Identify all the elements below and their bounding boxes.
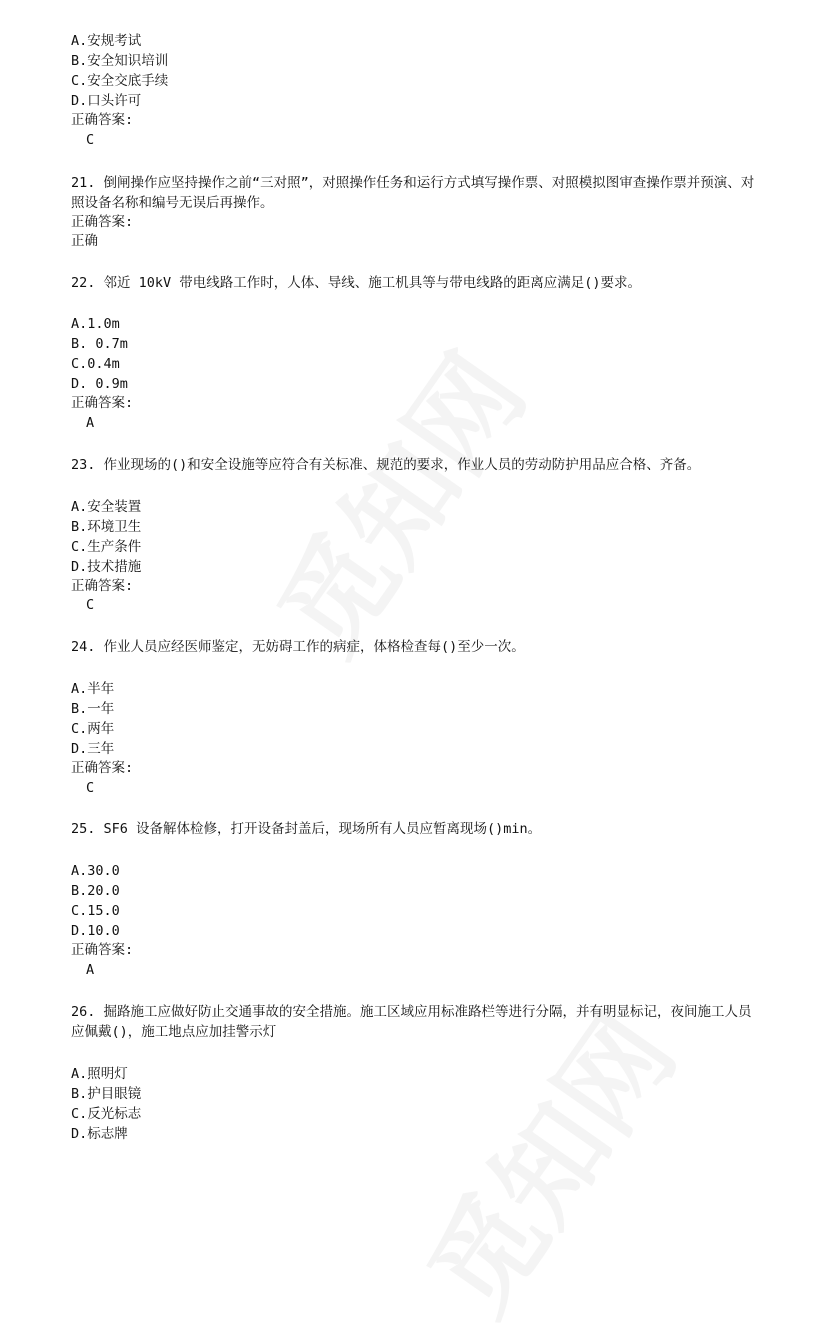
option-c: C.15.0 bbox=[71, 903, 120, 919]
question-25: 25. SF6 设备解体检修，打开设备封盖后，现场所有人员应暂离现场()min。 bbox=[71, 821, 542, 837]
answer-label: 正确答案: bbox=[71, 395, 134, 411]
watermark bbox=[236, 319, 555, 680]
option-d: D. 0.9m bbox=[71, 376, 128, 392]
option-a: A.照明灯 bbox=[71, 1066, 128, 1082]
option-d: D.口头许可 bbox=[71, 93, 142, 109]
question-26: 26. 掘路施工应做好防止交通事故的安全措施。施工区域应用标准路栏等进行分隔，并有明显标记，夜间施工人员应佩戴()，施工地点应加挂警示灯 bbox=[71, 1004, 752, 1040]
option-a: A.30.0 bbox=[71, 863, 120, 879]
answer-label: 正确答案: bbox=[71, 942, 134, 958]
option-c: C.两年 bbox=[71, 721, 115, 737]
option-d: D.技术措施 bbox=[71, 559, 142, 575]
answer-value: C bbox=[86, 780, 95, 796]
answer-value: A bbox=[86, 962, 95, 978]
option-a: A.安全装置 bbox=[71, 499, 142, 515]
option-a: A.安规考试 bbox=[71, 33, 142, 49]
answer-label: 正确答案: bbox=[71, 214, 134, 230]
question-21: 21. 倒闸操作应坚持操作之前“三对照”，对照操作任务和运行方式填写操作票、对照模拟图审查操作票并预演、对照设备名称和编号无误后再操作。 bbox=[71, 175, 755, 211]
option-d: D.标志牌 bbox=[71, 1126, 128, 1142]
answer-value: C bbox=[86, 597, 95, 613]
option-c: C.0.4m bbox=[71, 356, 120, 372]
answer-label: 正确答案: bbox=[71, 112, 134, 128]
option-b: B.安全知识培训 bbox=[71, 53, 169, 69]
option-b: B. 0.7m bbox=[71, 336, 128, 352]
answer-value: A bbox=[86, 415, 95, 431]
answer-value: C bbox=[86, 132, 95, 148]
option-c: C.安全交底手续 bbox=[71, 73, 169, 89]
option-d: D.10.0 bbox=[71, 923, 120, 939]
option-b: B.环境卫生 bbox=[71, 519, 142, 535]
option-b: B.一年 bbox=[71, 701, 115, 717]
option-d: D.三年 bbox=[71, 741, 115, 757]
question-22: 22. 邻近 10kV 带电线路工作时，人体、导线、施工机具等与带电线路的距离应满足()要求。 bbox=[71, 275, 642, 291]
option-c: C.反光标志 bbox=[71, 1106, 142, 1122]
answer-value: 正确 bbox=[71, 233, 98, 249]
option-b: B.20.0 bbox=[71, 883, 120, 899]
question-23: 23. 作业现场的()和安全设施等应符合有关标准、规范的要求，作业人员的劳动防护用品应合格、齐备。 bbox=[71, 457, 701, 473]
option-b: B.护目眼镜 bbox=[71, 1086, 142, 1102]
option-a: A.1.0m bbox=[71, 316, 120, 332]
answer-label: 正确答案: bbox=[71, 578, 134, 594]
answer-label: 正确答案: bbox=[71, 760, 134, 776]
option-c: C.生产条件 bbox=[71, 539, 142, 555]
option-a: A.半年 bbox=[71, 681, 115, 697]
question-24: 24. 作业人员应经医师鉴定，无妨碍工作的病症，体格检查每()至少一次。 bbox=[71, 639, 525, 655]
